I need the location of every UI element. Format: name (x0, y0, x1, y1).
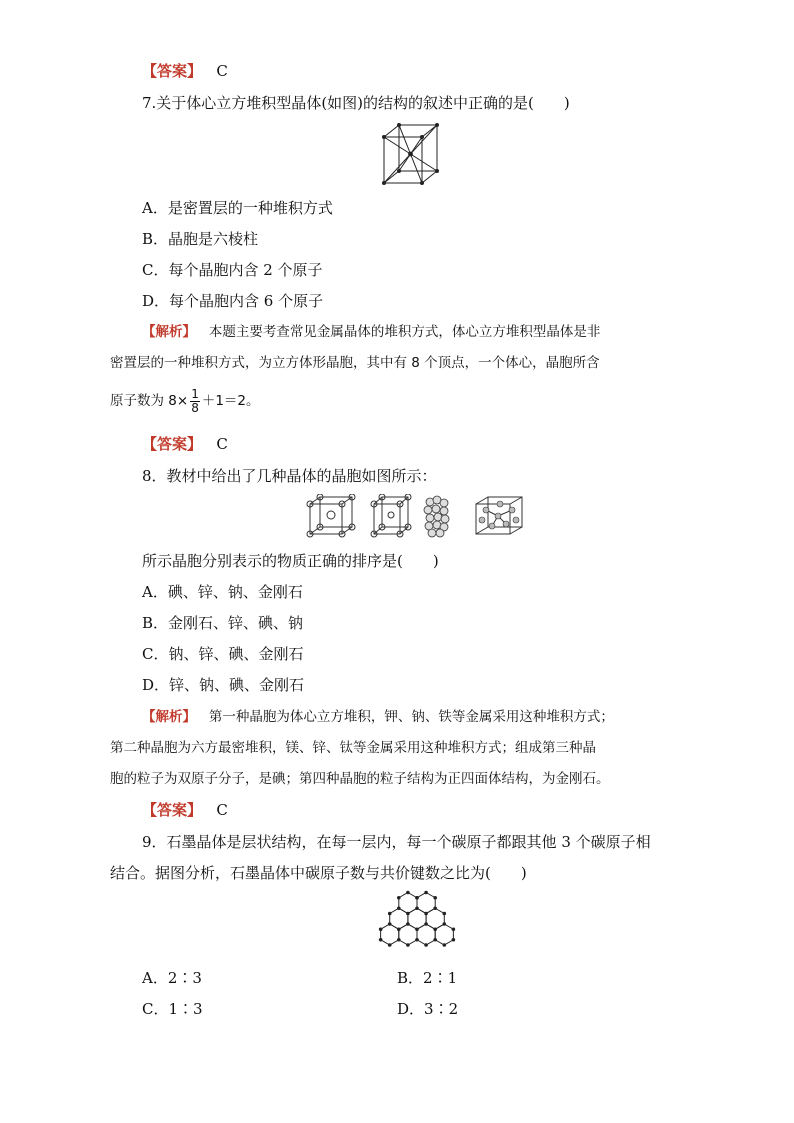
q7-analysis-formula (110, 386, 260, 416)
carbon-atom (424, 922, 428, 926)
hexagon-ring (381, 924, 399, 945)
unit-cell-hcp (371, 494, 411, 537)
answer-value: C (216, 435, 228, 453)
question-8-stem: 8．教材中给出了几种晶体的晶胞如图所示： (142, 467, 437, 485)
carbon-atom (442, 943, 446, 947)
carbon-atom (415, 927, 419, 931)
q8-analysis-line-1 (142, 707, 614, 727)
answer-line-q7 (142, 434, 228, 454)
q7-option-c: C．每个晶胞内含 2 个原子 (142, 261, 323, 279)
q8-option-a: A．碘、锌、钠、金刚石 (142, 583, 303, 601)
carbon-atom (379, 938, 383, 942)
hexagon-ring (417, 924, 435, 945)
question-8-question: 所示晶胞分别表示的物质正确的排序是( ) (142, 552, 439, 570)
carbon-atom (379, 927, 383, 931)
hexagon-ring (399, 924, 417, 945)
q7-option-b: B．晶胞是六棱柱 (142, 230, 259, 248)
carbon-atom (397, 938, 401, 942)
carbon-atom (442, 922, 446, 926)
unit-cell-iodine (424, 496, 449, 537)
carbon-atom (415, 906, 419, 910)
q7-option-a: A．是密置层的一种堆积方式 (142, 199, 333, 217)
carbon-atom (388, 943, 392, 947)
q8-option-b: B．金刚石、锌、碘、钠 (142, 614, 304, 632)
fraction-numerator: 1 (191, 386, 199, 401)
carbon-atom (433, 938, 437, 942)
carbon-atom (452, 927, 456, 931)
carbon-atom (406, 891, 410, 895)
question-7-stem: 7.关于体心立方堆积型晶体(如图)的结构的叙述中正确的是( ) (142, 94, 570, 112)
fraction-denominator: 8 (191, 400, 199, 415)
carbon-atom (406, 912, 410, 916)
hexagon-ring (435, 924, 453, 945)
answer-value: C (216, 801, 228, 819)
fraction-one-eighth (190, 388, 200, 415)
q9-option-b: B．2∶1 (397, 969, 458, 987)
q9-option-d: D．3∶2 (397, 1000, 459, 1018)
unit-cell-diamond-atoms (479, 501, 519, 529)
unit-cells-figure (306, 494, 528, 538)
carbon-atom (442, 912, 446, 916)
formula-suffix: ＋1＝2。 (201, 393, 260, 409)
q7-analysis-text-1: 本题主要考查常见金属晶体的堆积方式，体心立方堆积型晶体是非 (208, 324, 601, 340)
carbon-atom (452, 938, 456, 942)
carbon-atom (388, 922, 392, 926)
q8-option-d: D．锌、钠、碘、金刚石 (142, 676, 305, 694)
carbon-atom (415, 896, 419, 900)
formula-prefix: 原子数为 8× (110, 393, 189, 409)
q8-option-c: C．钠、锌、碘、金刚石 (142, 645, 304, 663)
carbon-atom (424, 943, 428, 947)
q7-analysis-line-1 (142, 322, 600, 342)
unit-cell-bcc (307, 494, 355, 537)
q8-analysis-text-1: 第一种晶胞为体心立方堆积，钾、钠、铁等金属采用这种堆积方式； (208, 709, 614, 725)
carbon-atom (406, 922, 410, 926)
question-9-stem-line-2: 结合。据图分析，石墨晶体中碳原子数与共价键数之比为( ) (110, 864, 527, 882)
q8-analysis-line-2: 第二种晶胞为六方最密堆积，镁、锌、钛等金属采用这种堆积方式；组成第三种晶 (110, 740, 596, 756)
carbon-atom (424, 912, 428, 916)
answer-line-q8 (142, 800, 228, 820)
bcc-cube-figure (381, 121, 441, 187)
carbon-atom (397, 896, 401, 900)
question-9-stem-line-1: 9．石墨晶体是层状结构，在每一层内，每一个碳原子都跟其他 3 个碳原子相 (142, 833, 651, 851)
carbon-atom (406, 943, 410, 947)
answer-tag: 【答案】 (142, 801, 203, 819)
carbon-atom (424, 891, 428, 895)
graphite-layer-figure (367, 890, 467, 960)
q8-analysis-line-3: 胞的粒子为双原子分子，是碘；第四种晶胞的粒子结构为正四面体结构，为金刚石。 (110, 771, 610, 787)
analysis-tag: 【解析】 (142, 709, 196, 725)
q7-analysis-line-2: 密置层的一种堆积方式，为立方体形晶胞，其中有 8 个顶点，一个体心，晶胞所含 (110, 355, 600, 371)
carbon-atom (415, 938, 419, 942)
q9-option-a: A．2∶3 (142, 969, 202, 987)
q9-option-c: C．1∶3 (142, 1000, 203, 1018)
answer-value: C (216, 62, 228, 80)
carbon-atom (433, 896, 437, 900)
q7-option-d: D．每个晶胞内含 6 个原子 (142, 292, 324, 310)
carbon-atom (433, 906, 437, 910)
carbon-atom (388, 912, 392, 916)
carbon-atom (433, 927, 437, 931)
answer-tag: 【答案】 (142, 435, 203, 453)
carbon-atom (397, 927, 401, 931)
answer-tag: 【答案】 (142, 62, 203, 80)
answer-line-q6 (142, 61, 228, 81)
analysis-tag: 【解析】 (142, 324, 196, 340)
carbon-atom (397, 906, 401, 910)
